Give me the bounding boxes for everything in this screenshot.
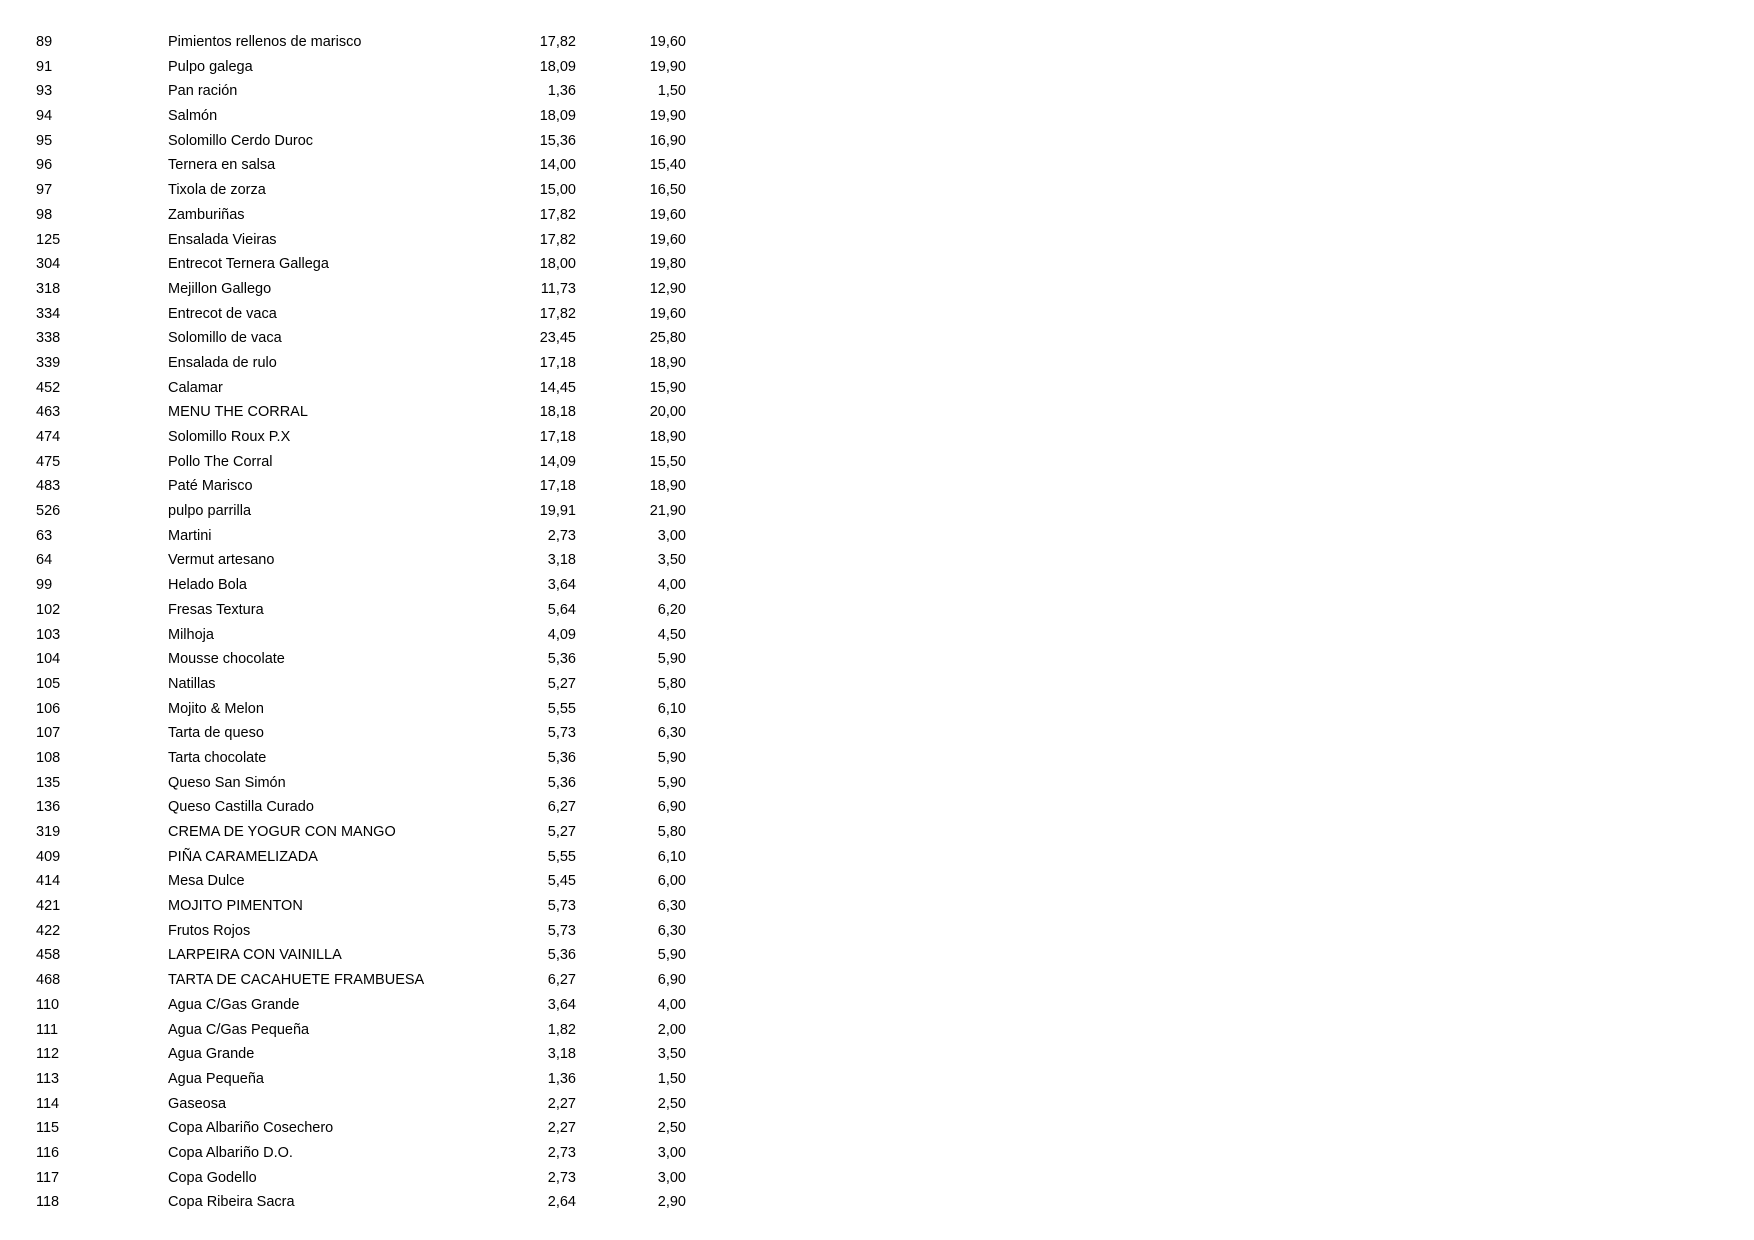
item-price-gross: 2,50: [657, 1095, 686, 1112]
item-price-gross: 15,40: [649, 157, 686, 174]
item-price-net: 18,09: [539, 108, 576, 125]
table-row: [0, 721, 720, 746]
item-name: Solomillo de vaca: [168, 330, 282, 347]
table-row: [0, 647, 720, 672]
table-row: [0, 548, 720, 573]
table-row: [0, 326, 720, 351]
item-code: 97: [36, 182, 53, 199]
item-price-net: 3,18: [547, 552, 576, 569]
item-code: 112: [36, 1046, 60, 1063]
item-name: Milhoja: [168, 626, 214, 643]
item-price-gross: 19,60: [649, 206, 686, 223]
item-name: Martini: [168, 527, 212, 544]
item-code: 104: [36, 651, 61, 668]
item-price-net: 5,73: [547, 725, 576, 742]
item-price-net: 5,64: [547, 601, 576, 618]
item-price-gross: 5,90: [657, 947, 686, 964]
item-price-gross: 19,90: [649, 58, 686, 75]
item-price-net: 1,36: [547, 83, 576, 100]
item-price-gross: 6,10: [657, 848, 686, 865]
item-price-gross: 6,30: [657, 725, 686, 742]
item-name: Pollo The Corral: [168, 453, 273, 470]
item-code: 103: [36, 626, 61, 643]
item-price-net: 15,36: [539, 132, 576, 149]
item-code: 111: [36, 1021, 59, 1038]
item-code: 452: [36, 379, 61, 396]
item-price-gross: 3,00: [657, 1144, 686, 1161]
item-price-gross: 19,90: [649, 108, 686, 125]
item-name: pulpo parrilla: [168, 503, 252, 520]
table-row: [0, 425, 720, 450]
table-row: [0, 351, 720, 376]
item-name: Copa Albariño D.O.: [168, 1144, 293, 1161]
item-code: 107: [36, 725, 61, 742]
item-code: 96: [36, 157, 53, 174]
item-name: Natillas: [168, 675, 216, 692]
table-row: [0, 845, 720, 870]
item-code: 94: [36, 108, 53, 125]
table-row: [0, 993, 720, 1018]
item-code: 421: [36, 898, 61, 915]
item-price-gross: 18,90: [649, 478, 686, 495]
item-price-net: 5,36: [547, 774, 576, 791]
table-row: [0, 30, 720, 55]
item-price-net: 17,18: [539, 478, 576, 495]
item-code: 114: [36, 1095, 60, 1112]
item-name: Helado Bola: [168, 577, 247, 594]
table-row: [0, 252, 720, 277]
item-price-gross: 3,00: [657, 1169, 686, 1186]
item-price-gross: 19,60: [649, 305, 686, 322]
table-row: [0, 79, 720, 104]
item-price-gross: 5,80: [657, 675, 686, 692]
item-name: LARPEIRA CON VAINILLA: [168, 947, 342, 964]
item-code: 483: [36, 478, 61, 495]
item-price-net: 2,73: [547, 1144, 576, 1161]
item-price-gross: 16,90: [649, 132, 686, 149]
item-price-net: 17,82: [539, 231, 576, 248]
item-code: 338: [36, 330, 61, 347]
item-price-gross: 18,90: [649, 354, 686, 371]
item-name: Pulpo galega: [168, 58, 253, 75]
item-price-gross: 19,60: [649, 231, 686, 248]
item-name: MENU THE CORRAL: [168, 404, 308, 421]
item-code: 526: [36, 503, 61, 520]
table-row: [0, 697, 720, 722]
item-name: Ternera en salsa: [168, 157, 276, 174]
item-code: 409: [36, 848, 61, 865]
item-code: 339: [36, 354, 61, 371]
item-name: Mojito & Melon: [168, 700, 264, 717]
item-code: 89: [36, 34, 53, 50]
table-row: [0, 746, 720, 771]
item-code: 414: [36, 873, 61, 890]
item-name: Queso Castilla Curado: [168, 799, 314, 816]
item-price-gross: 6,30: [657, 922, 686, 939]
item-code: 475: [36, 453, 61, 470]
item-name: Mejillon Gallego: [168, 280, 272, 297]
item-name: CREMA DE YOGUR CON MANGO: [168, 824, 396, 840]
item-code: 117: [36, 1169, 60, 1186]
table-row: [0, 450, 720, 475]
item-name: Copa Godello: [168, 1169, 257, 1186]
table-row: [0, 623, 720, 648]
table-row: [0, 573, 720, 598]
table-row: [0, 1190, 720, 1215]
item-code: 136: [36, 799, 61, 816]
item-name: Gaseosa: [168, 1095, 227, 1112]
table-row: [0, 376, 720, 401]
table-row: [0, 598, 720, 623]
table-row: [0, 277, 720, 302]
table-row: [0, 820, 720, 845]
item-price-gross: 12,90: [649, 280, 686, 297]
item-code: 102: [36, 601, 61, 618]
item-price-net: 17,82: [539, 34, 576, 50]
table-row: [0, 1018, 720, 1043]
item-price-gross: 6,00: [657, 873, 686, 890]
item-code: 99: [36, 577, 53, 594]
item-name: Tixola de zorza: [168, 182, 266, 199]
item-name: Ensalada Vieiras: [168, 231, 277, 248]
item-price-net: 4,09: [547, 626, 576, 643]
item-name: Tarta chocolate: [168, 749, 267, 766]
item-name: Tarta de queso: [168, 725, 264, 742]
item-price-gross: 25,80: [649, 330, 686, 347]
item-price-net: 5,36: [547, 749, 576, 766]
item-price-gross: 4,00: [657, 577, 686, 594]
item-price-net: 5,27: [547, 824, 576, 840]
item-code: 63: [36, 527, 53, 544]
item-price-gross: 5,90: [657, 774, 686, 791]
item-name: Salmón: [168, 108, 218, 125]
item-code: 463: [36, 404, 61, 421]
item-price-gross: 1,50: [657, 1070, 686, 1087]
item-price-gross: 3,00: [657, 527, 686, 544]
table-row: [0, 771, 720, 796]
item-name: Agua C/Gas Pequeña: [168, 1021, 310, 1038]
item-name: Frutos Rojos: [168, 922, 251, 939]
item-price-gross: 6,30: [657, 898, 686, 915]
item-name: Agua Grande: [168, 1046, 255, 1063]
table-row: [0, 153, 720, 178]
item-price-net: 6,27: [547, 972, 576, 989]
item-price-gross: 2,50: [657, 1120, 686, 1137]
item-code: 113: [36, 1070, 60, 1087]
item-price-net: 17,82: [539, 206, 576, 223]
item-price-net: 14,45: [539, 379, 576, 396]
item-price-gross: 4,00: [657, 996, 686, 1013]
item-price-net: 5,45: [547, 873, 576, 890]
item-code: 105: [36, 675, 61, 692]
item-price-gross: 6,90: [657, 972, 686, 989]
item-code: 106: [36, 700, 61, 717]
item-price-gross: 5,90: [657, 749, 686, 766]
item-name: Pimientos rellenos de marisco: [168, 34, 362, 50]
item-price-net: 3,64: [547, 996, 576, 1013]
table-row: [0, 1141, 720, 1166]
item-price-net: 5,27: [547, 675, 576, 692]
item-name: Paté Marisco: [168, 478, 253, 495]
table-row: [0, 228, 720, 253]
item-price-gross: 3,50: [657, 552, 686, 569]
price-list-table: [0, 30, 720, 1215]
item-price-gross: 4,50: [657, 626, 686, 643]
table-row: [0, 795, 720, 820]
item-price-net: 5,55: [547, 700, 576, 717]
item-code: 474: [36, 429, 61, 445]
item-code: 98: [36, 206, 53, 223]
item-price-gross: 6,90: [657, 799, 686, 816]
table-row: [0, 894, 720, 919]
item-name: Vermut artesano: [168, 552, 275, 569]
item-name: Copa Ribeira Sacra: [168, 1194, 295, 1211]
item-price-net: 18,09: [539, 58, 576, 75]
item-price-gross: 19,80: [649, 256, 686, 273]
table-row: [0, 943, 720, 968]
table-row: [0, 1166, 720, 1191]
item-price-gross: 5,90: [657, 651, 686, 668]
table-row: [0, 1092, 720, 1117]
item-price-net: 6,27: [547, 799, 576, 816]
item-price-net: 18,00: [539, 256, 576, 273]
item-price-net: 2,73: [547, 1169, 576, 1186]
item-price-net: 2,73: [547, 527, 576, 544]
item-price-gross: 16,50: [649, 182, 686, 199]
item-code: 468: [36, 972, 61, 989]
item-name: MOJITO PIMENTON: [168, 898, 303, 915]
item-code: 334: [36, 305, 61, 322]
item-price-gross: 19,60: [649, 34, 686, 50]
item-name: PIÑA CARAMELIZADA: [168, 848, 318, 865]
table-row: [0, 499, 720, 524]
item-price-net: 14,00: [539, 157, 576, 174]
item-price-net: 5,55: [547, 848, 576, 865]
item-price-net: 5,36: [547, 947, 576, 964]
item-name: Zamburiñas: [168, 206, 245, 223]
item-price-gross: 15,50: [649, 453, 686, 470]
table-row: [0, 1116, 720, 1141]
item-code: 115: [36, 1120, 60, 1137]
item-price-gross: 5,80: [657, 824, 686, 840]
table-row: [0, 672, 720, 697]
table-row: [0, 1042, 720, 1067]
item-name: Pan ración: [168, 83, 238, 100]
item-price-net: 17,82: [539, 305, 576, 322]
item-price-gross: 6,20: [657, 601, 686, 618]
item-code: 318: [36, 280, 61, 297]
item-name: Entrecot Ternera Gallega: [168, 256, 329, 273]
item-code: 319: [36, 824, 61, 840]
item-price-net: 3,64: [547, 577, 576, 594]
item-code: 304: [36, 256, 61, 273]
item-name: Solomillo Cerdo Duroc: [168, 132, 314, 149]
table-row: [0, 178, 720, 203]
item-code: 422: [36, 922, 61, 939]
item-code: 91: [36, 58, 53, 75]
item-code: 93: [36, 83, 53, 100]
item-name: Fresas Textura: [168, 601, 264, 618]
item-price-net: 1,36: [547, 1070, 576, 1087]
item-price-gross: 3,50: [657, 1046, 686, 1063]
item-code: 125: [36, 231, 61, 248]
item-price-gross: 6,10: [657, 700, 686, 717]
item-price-gross: 2,00: [657, 1021, 686, 1038]
item-price-gross: 18,90: [649, 429, 686, 445]
item-price-net: 5,36: [547, 651, 576, 668]
table-row: [0, 919, 720, 944]
item-code: 108: [36, 749, 61, 766]
item-price-net: 23,45: [539, 330, 576, 347]
item-name: Solomillo Roux P.X: [168, 429, 291, 445]
item-price-net: 19,91: [539, 503, 576, 520]
item-price-gross: 2,90: [657, 1194, 686, 1211]
item-name: TARTA DE CACAHUETE FRAMBUESA: [168, 972, 425, 989]
item-price-net: 2,27: [547, 1095, 576, 1112]
item-name: Mousse chocolate: [168, 651, 285, 668]
table-row: [0, 968, 720, 993]
item-code: 118: [36, 1194, 60, 1211]
item-price-gross: 21,90: [649, 503, 686, 520]
table-row: [0, 474, 720, 499]
item-code: 135: [36, 774, 61, 791]
table-row: [0, 203, 720, 228]
item-price-net: 15,00: [539, 182, 576, 199]
table-row: [0, 869, 720, 894]
item-name: Agua Pequeña: [168, 1070, 264, 1087]
table-row: [0, 129, 720, 154]
item-code: 64: [36, 552, 53, 569]
item-price-net: 11,73: [540, 280, 576, 297]
item-code: 458: [36, 947, 61, 964]
item-price-gross: 15,90: [649, 379, 686, 396]
item-price-net: 5,73: [547, 922, 576, 939]
item-price-net: 17,18: [539, 354, 576, 371]
item-price-net: 1,82: [547, 1021, 576, 1038]
item-name: Mesa Dulce: [168, 873, 245, 890]
table-row: [0, 302, 720, 327]
item-name: Calamar: [168, 379, 223, 396]
item-name: Queso San Simón: [168, 774, 286, 791]
table-row: [0, 524, 720, 549]
item-price-net: 17,18: [539, 429, 576, 445]
item-name: Agua C/Gas Grande: [168, 996, 300, 1013]
item-name: Copa Albariño Cosechero: [168, 1120, 334, 1137]
item-price-net: 3,18: [547, 1046, 576, 1063]
item-code: 116: [36, 1144, 60, 1161]
item-name: Entrecot de vaca: [168, 305, 277, 322]
item-price-gross: 20,00: [649, 404, 686, 421]
table-row: [0, 104, 720, 129]
item-code: 110: [36, 996, 60, 1013]
item-price-net: 5,73: [547, 898, 576, 915]
item-code: 95: [36, 132, 53, 149]
item-price-gross: 1,50: [657, 83, 686, 100]
table-row: [0, 55, 720, 80]
table-row: [0, 400, 720, 425]
item-price-net: 18,18: [539, 404, 576, 421]
table-row: [0, 1067, 720, 1092]
item-price-net: 14,09: [539, 453, 576, 470]
item-price-net: 2,64: [547, 1194, 576, 1211]
item-price-net: 2,27: [547, 1120, 576, 1137]
item-name: Ensalada de rulo: [168, 354, 277, 371]
